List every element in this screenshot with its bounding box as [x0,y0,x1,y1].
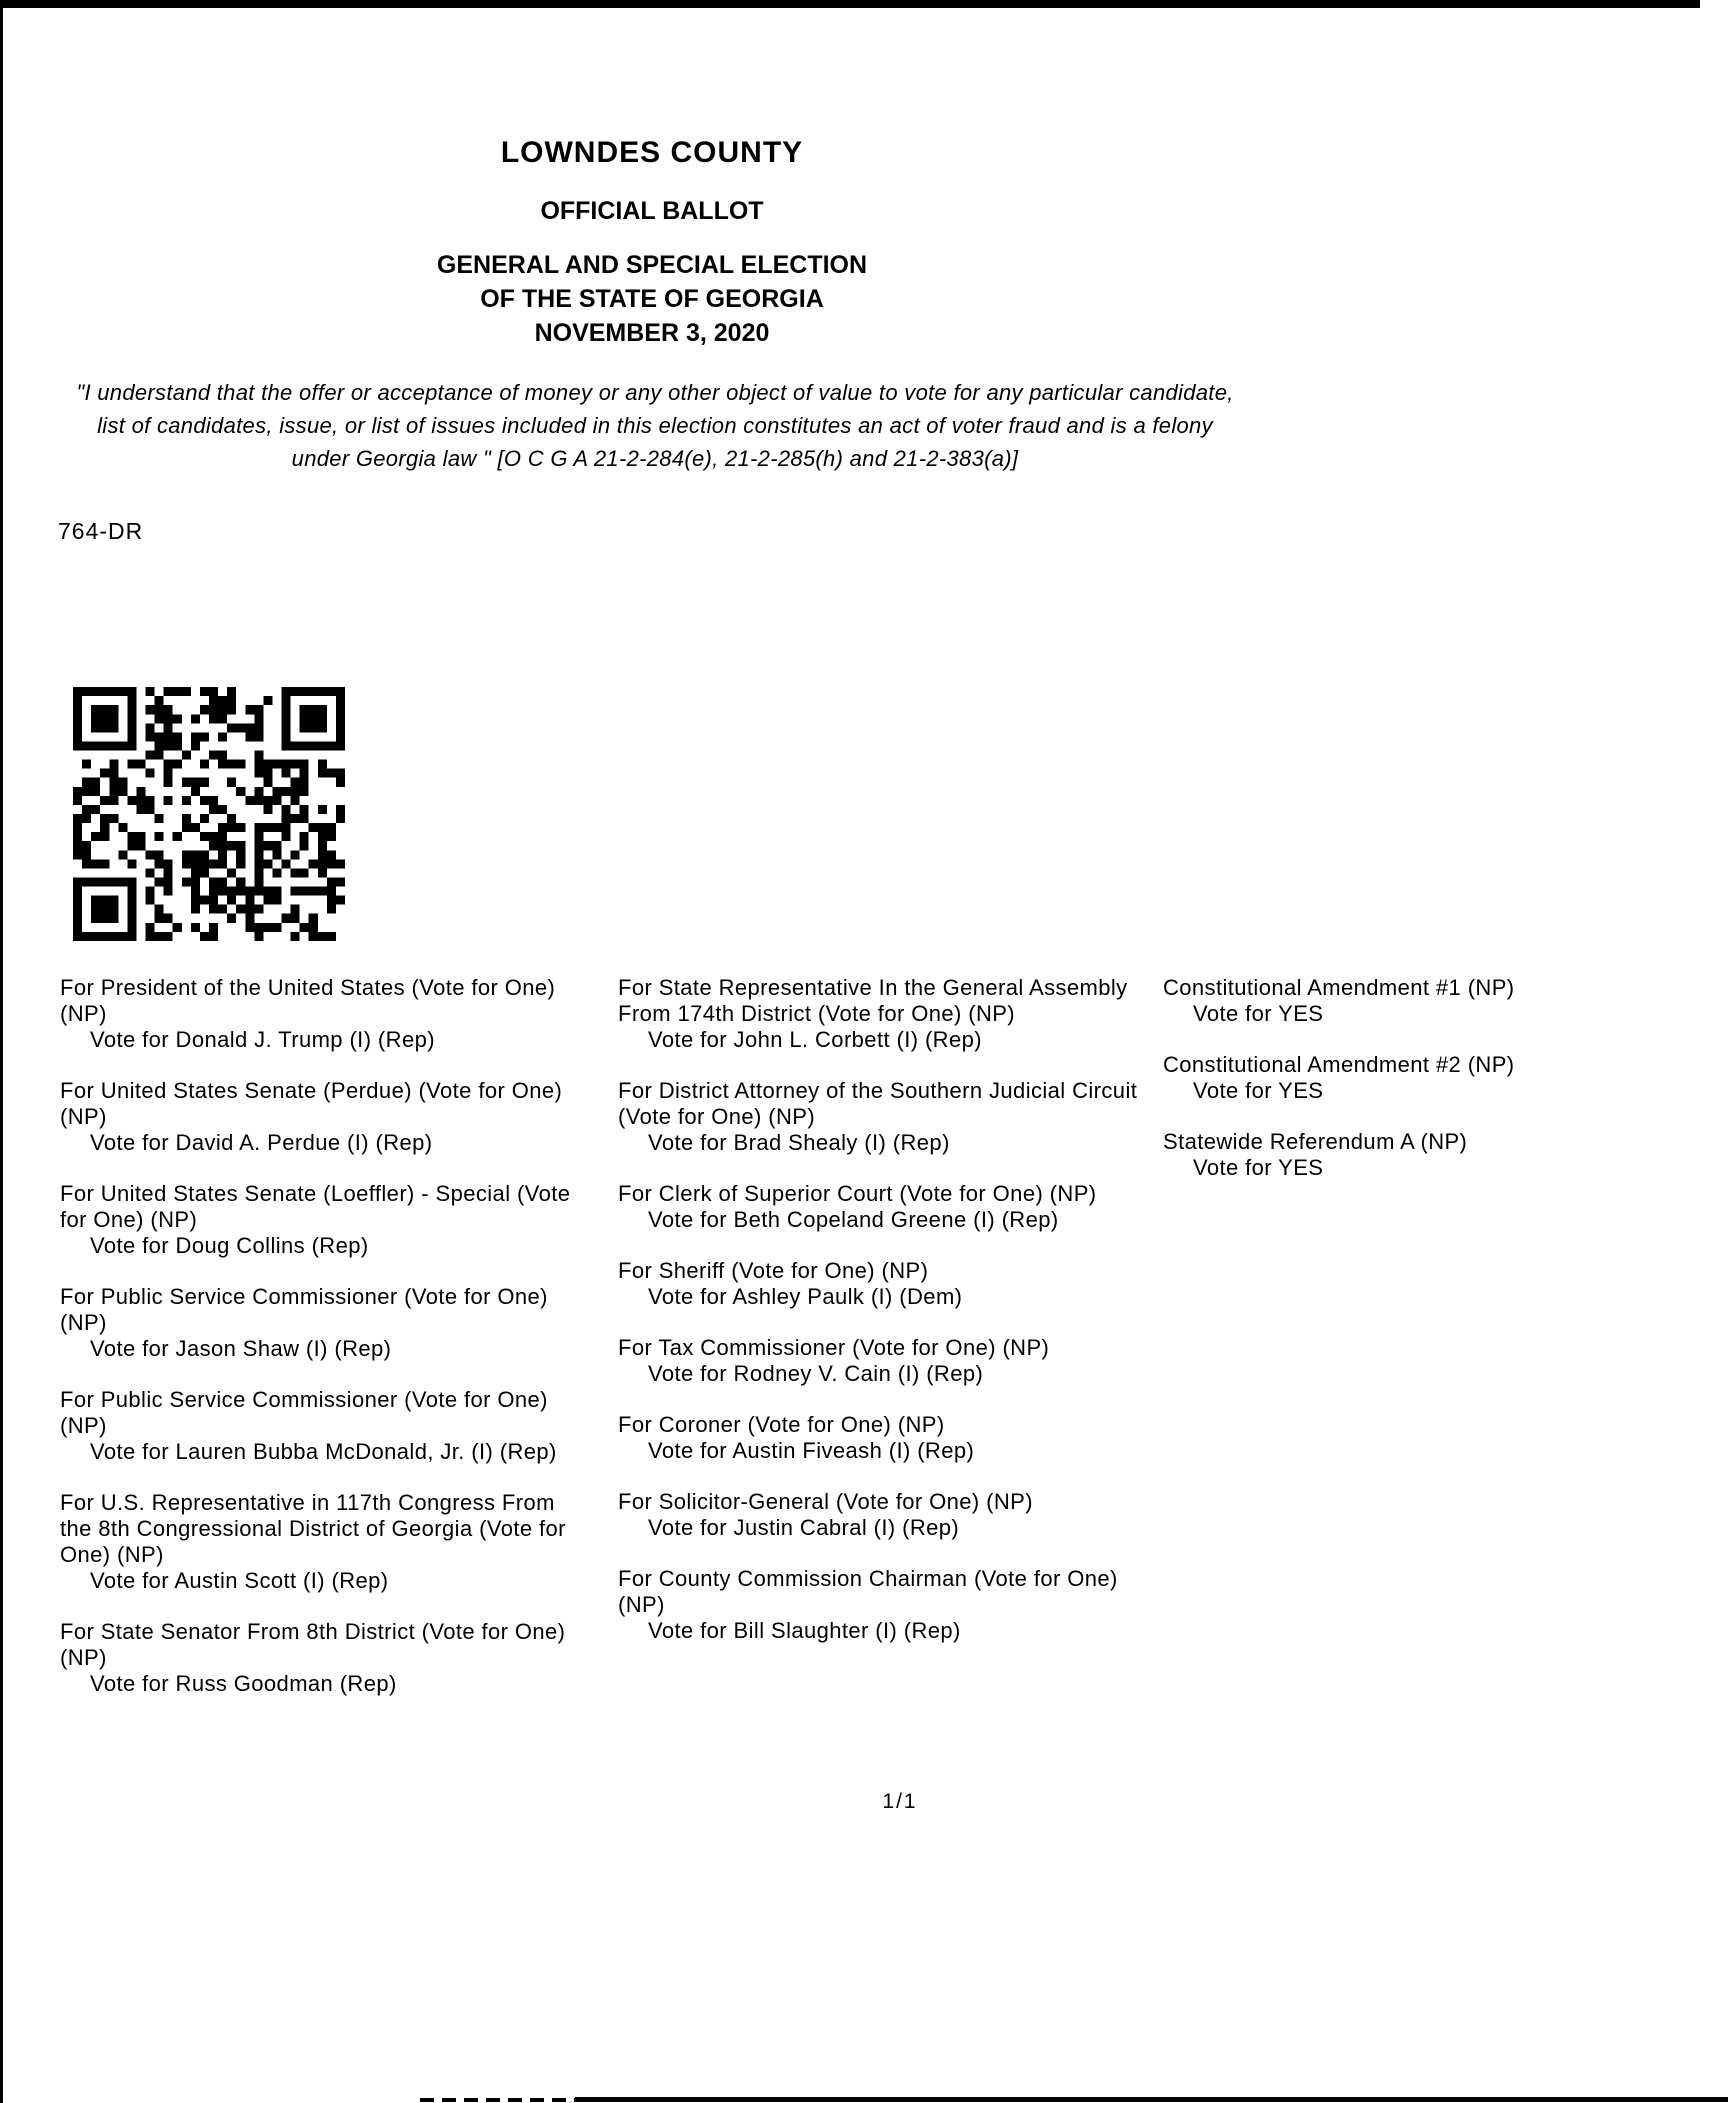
contest-office: For Public Service Commissioner (Vote for One) (NP) [60,1284,548,1335]
contest [618,1078,1140,1156]
election-title-line2: OF THE STATE OF GEORGIA [480,285,824,313]
contest-vote-selection: Vote for Ashley Paulk (I) (Dem) [648,1284,963,1309]
contest-vote-selection: Vote for Brad Shealy (I) (Rep) [648,1130,950,1155]
contest [618,1566,1140,1644]
disclaimer-line3: under Georgia law " [O C G A 21-2-284(e), 21-2-285(h) and 21-2-383(a)] [291,446,1019,471]
county-title: LOWNDES COUNTY [500,136,804,169]
contest-office: Constitutional Amendment #1 (NP) [1163,975,1515,1000]
scan-artifact-top-edge [0,0,1700,8]
ballot-type-title: OFFICIAL BALLOT [540,197,764,225]
contest-vote-selection: Vote for Rodney V. Cain (I) (Rep) [648,1361,984,1386]
contest-vote-selection: Vote for YES [1193,1078,1324,1103]
contest-office: For President of the United States (Vote for One) (NP) [60,975,556,1026]
election-title-line3: NOVEMBER 3, 2020 [534,319,770,347]
ballot-header [0,136,1304,350]
contest-vote-selection: Vote for Bill Slaughter (I) (Rep) [648,1618,961,1643]
contest-office: For United States Senate (Loeffler) - Special (Vote for One) (NP) [60,1181,571,1232]
contest-vote-selection: Vote for Donald J. Trump (I) (Rep) [90,1027,435,1052]
contest-office: Statewide Referendum A (NP) [1163,1129,1468,1154]
contest-office: For State Senator From 8th District (Vote for One) (NP) [60,1619,566,1670]
contest-office: For Solicitor-General (Vote for One) (NP) [618,1489,1033,1514]
contest-office: For United States Senate (Perdue) (Vote for One) (NP) [60,1078,563,1129]
scan-artifact-bottom-edge [575,2097,1728,2102]
contest [60,1490,582,1594]
contest [1163,975,1663,1027]
ballot-column-federal-state [60,975,582,1722]
contest-office: For U.S. Representative in 117th Congress From the 8th Congressional District of Georgia (Vote for One) (NP) [60,1490,566,1567]
contest-office: For District Attorney of the Southern Judicial Circuit (Vote for One) (NP) [618,1078,1138,1129]
contest [618,1181,1140,1233]
contest [60,1181,582,1259]
contest-vote-selection: Vote for Lauren Bubba McDonald, Jr. (I) (Rep) [90,1439,557,1464]
ballot-column-amendments [1163,975,1663,1206]
contest-office: For Clerk of Superior Court (Vote for One) (NP) [618,1181,1097,1206]
contest-vote-selection: Vote for John L. Corbett (I) (Rep) [648,1027,982,1052]
contest-vote-selection: Vote for Austin Scott (I) (Rep) [90,1568,389,1593]
contest-vote-selection: Vote for Beth Copeland Greene (I) (Rep) [648,1207,1059,1232]
contest [60,975,582,1053]
contest-office: Constitutional Amendment #2 (NP) [1163,1052,1515,1077]
contest-vote-selection: Vote for David A. Perdue (I) (Rep) [90,1130,433,1155]
qr-code [73,686,345,942]
contest [1163,1052,1663,1104]
contest [60,1387,582,1465]
ballot-column-local [618,975,1140,1669]
contest-office: For Sheriff (Vote for One) (NP) [618,1258,929,1283]
election-title [0,248,1304,350]
election-title-line1: GENERAL AND SPECIAL ELECTION [436,251,868,279]
contest [618,1489,1140,1541]
contest [1163,1129,1663,1181]
contest-office: For Tax Commissioner (Vote for One) (NP) [618,1335,1050,1360]
precinct-code: 764-DR [58,518,144,544]
contest-office: For Coroner (Vote for One) (NP) [618,1412,945,1437]
contest-office: For County Commission Chairman (Vote for One) (NP) [618,1566,1118,1617]
contest [618,1412,1140,1464]
disclaimer-line2: list of candidates, issue, or list of issues included in this election constitutes an act of voter fraud and is a felony [97,413,1213,438]
contest-office: For State Representative In the General Assembly From 174th District (Vote for One) (NP) [618,975,1128,1026]
scan-artifact-bottom-edge-dashed [420,2098,575,2102]
disclaimer-line1: "I understand that the offer or acceptance of money or any other object of value to vote for any particular candidate, [76,380,1234,405]
contest-vote-selection: Vote for Jason Shaw (I) (Rep) [90,1336,392,1361]
contest-office: For Public Service Commissioner (Vote for One) (NP) [60,1387,548,1438]
page-number: 1/1 [882,1790,918,1813]
contest [60,1619,582,1697]
contest [60,1284,582,1362]
contest-vote-selection: Vote for Justin Cabral (I) (Rep) [648,1515,960,1540]
contest [60,1078,582,1156]
contest-vote-selection: Vote for YES [1193,1001,1324,1026]
voter-fraud-disclaimer [0,376,1310,475]
contest-vote-selection: Vote for Russ Goodman (Rep) [90,1671,397,1696]
contest [618,1335,1140,1387]
contest-vote-selection: Vote for Doug Collins (Rep) [90,1233,369,1258]
contest [618,975,1140,1053]
contest-vote-selection: Vote for Austin Fiveash (I) (Rep) [648,1438,975,1463]
contest [618,1258,1140,1310]
contest-vote-selection: Vote for YES [1193,1155,1324,1180]
